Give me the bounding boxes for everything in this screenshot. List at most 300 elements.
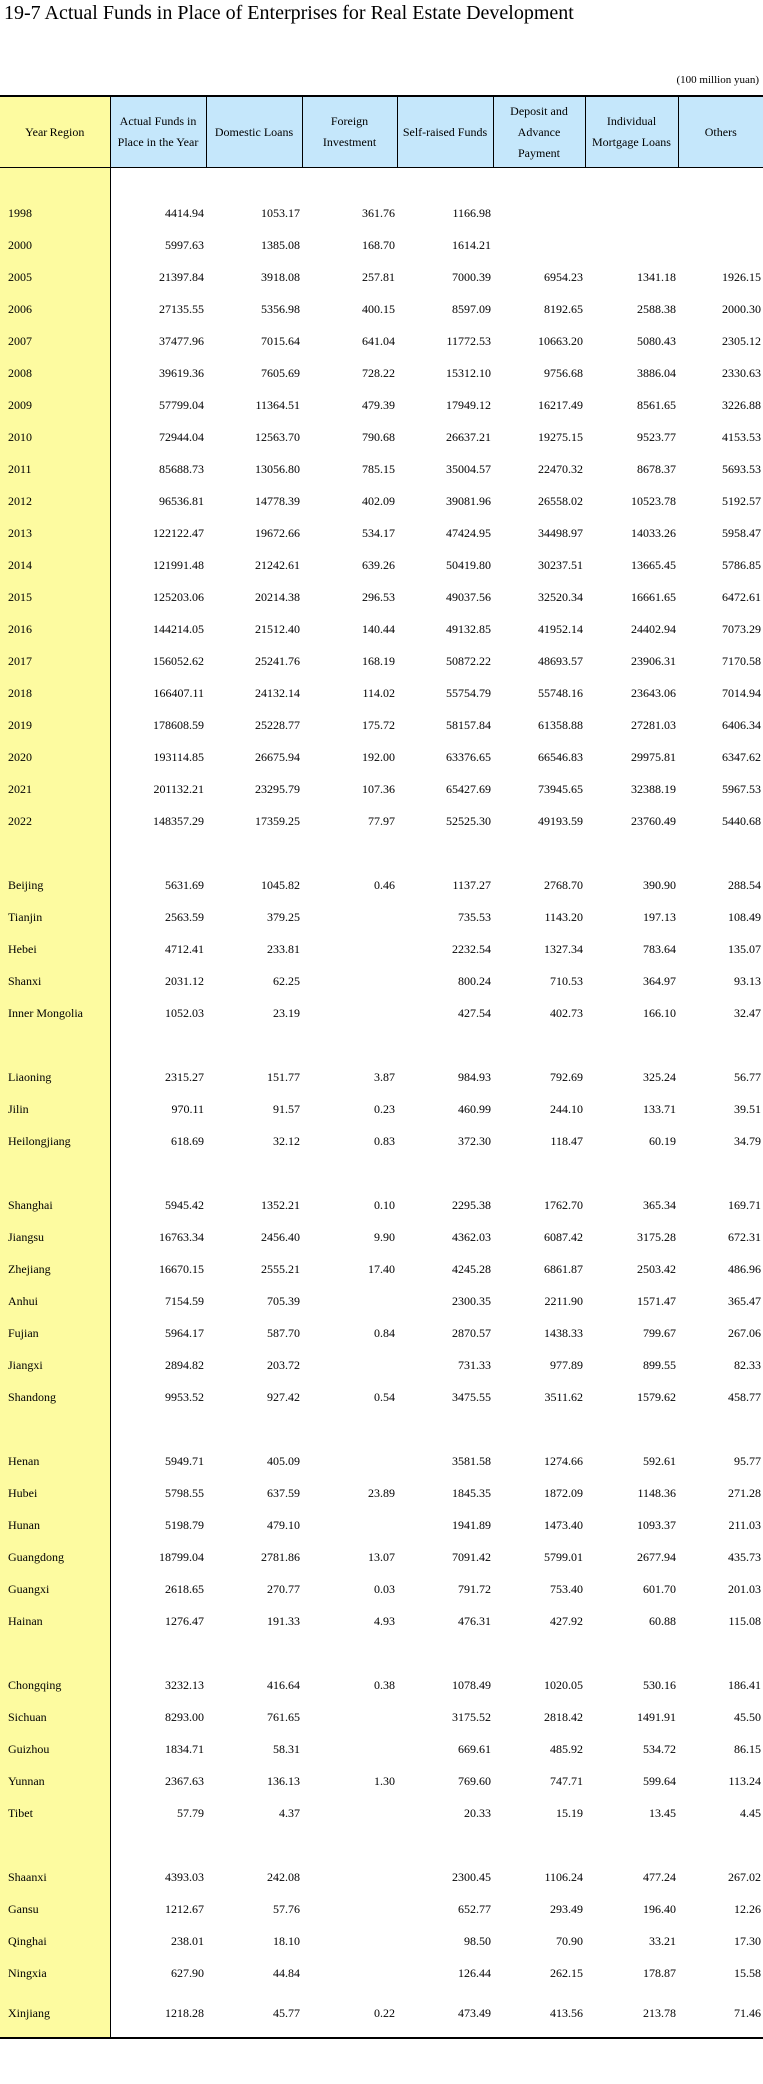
cell-mortgage-loans: 23760.49: [631, 813, 676, 828]
cell-row-label: 2011: [0, 453, 110, 485]
cell-row-label: 2016: [0, 613, 110, 645]
cell-others: 186.41: [728, 1677, 761, 1692]
cell-self-raised-funds: 47424.95: [446, 525, 491, 540]
cell-self-raised-funds: 372.30: [458, 1133, 491, 1148]
table-row: [0, 1957, 763, 1989]
cell-row-label: Anhui: [0, 1285, 110, 1317]
spacer-cell: [110, 1829, 206, 1861]
cell-foreign-investment: 641.04: [362, 333, 395, 348]
cell-self-raised-funds: 39081.96: [446, 493, 491, 508]
group-spacer: [0, 1157, 763, 1189]
cell-actual-funds: 238.01: [171, 1933, 204, 1948]
cell-self-raised-funds: 50872.22: [446, 653, 491, 668]
cell-deposit-advance: [493, 197, 585, 229]
cell-actual-funds: 1834.71: [165, 1741, 204, 1756]
cell-self-raised-funds: 55754.79: [446, 685, 491, 700]
group-spacer: [0, 1829, 763, 1861]
table-row: [0, 677, 763, 709]
cell-mortgage-loans: 477.24: [643, 1869, 676, 1884]
cell-foreign-investment: [302, 901, 397, 933]
cell-others: [678, 229, 763, 261]
cell-others: 108.49: [728, 909, 761, 924]
cell-self-raised-funds: 2300.45: [452, 1869, 491, 1884]
cell-domestic-loans: 25241.76: [255, 653, 300, 668]
cell-deposit-advance: 6087.42: [544, 1229, 583, 1244]
cell-mortgage-loans: 1341.18: [637, 269, 676, 284]
table-row: [0, 325, 763, 357]
spacer-cell: [110, 837, 206, 869]
cell-deposit-advance: 1438.33: [544, 1325, 583, 1340]
cell-mortgage-loans: 534.72: [643, 1741, 676, 1756]
spacer-cell: [302, 168, 397, 198]
cell-others: 5786.85: [722, 557, 761, 572]
cell-row-label: Shandong: [0, 1381, 110, 1413]
cell-self-raised-funds: 98.50: [464, 1933, 491, 1948]
table-row: [0, 517, 763, 549]
cell-actual-funds: 201132.21: [153, 781, 204, 796]
cell-actual-funds: 5945.42: [165, 1197, 204, 1212]
spacer-cell: [678, 1029, 763, 1061]
cell-self-raised-funds: 1614.21: [452, 237, 491, 252]
cell-others: [678, 197, 763, 229]
cell-foreign-investment: [302, 1925, 397, 1957]
cell-domestic-loans: 26675.94: [255, 749, 300, 764]
table-row: [0, 869, 763, 901]
cell-domestic-loans: 44.84: [273, 1965, 300, 1980]
cell-self-raised-funds: 2232.54: [452, 941, 491, 956]
spacer-cell: [206, 1829, 302, 1861]
cell-foreign-investment: 168.19: [362, 653, 395, 668]
cell-row-label: Shanxi: [0, 965, 110, 997]
group-spacer: [0, 1029, 763, 1061]
cell-others: 95.77: [734, 1453, 761, 1468]
cell-actual-funds: 16763.34: [159, 1229, 204, 1244]
spacer-cell: [493, 1829, 585, 1861]
table-row: [0, 581, 763, 613]
cell-others: 56.77: [734, 1069, 761, 1084]
cell-mortgage-loans: 899.55: [643, 1357, 676, 1372]
spacer-cell: [0, 1157, 110, 1189]
cell-actual-funds: 121991.48: [153, 557, 204, 572]
spacer-cell: [0, 1829, 110, 1861]
cell-foreign-investment: 77.97: [368, 813, 395, 828]
spacer-cell: [493, 1413, 585, 1445]
cell-foreign-investment: 639.26: [362, 557, 395, 572]
cell-row-label: Ningxia: [0, 1957, 110, 1989]
cell-self-raised-funds: 3581.58: [452, 1453, 491, 1468]
spacer-cell: [302, 1029, 397, 1061]
cell-foreign-investment: 0.22: [302, 1989, 397, 2038]
table-row: [0, 229, 763, 261]
cell-others: 288.54: [728, 877, 761, 892]
cell-self-raised-funds: 652.77: [458, 1901, 491, 1916]
cell-deposit-advance: 26558.02: [538, 493, 583, 508]
cell-mortgage-loans: 3175.28: [637, 1229, 676, 1244]
cell-row-label: Tibet: [0, 1797, 110, 1829]
cell-others: 5192.57: [722, 493, 761, 508]
cell-mortgage-loans: 196.40: [643, 1901, 676, 1916]
cell-deposit-advance: 118.47: [550, 1133, 583, 1148]
cell-domestic-loans: 58.31: [273, 1741, 300, 1756]
cell-domestic-loans: 761.65: [267, 1709, 300, 1724]
cell-self-raised-funds: 3175.52: [452, 1709, 491, 1724]
cell-others: 34.79: [734, 1133, 761, 1148]
cell-foreign-investment: [302, 965, 397, 997]
cell-domestic-loans: 705.39: [267, 1293, 300, 1308]
cell-deposit-advance: 30237.51: [538, 557, 583, 572]
cell-mortgage-loans: 325.24: [643, 1069, 676, 1084]
table-row: [0, 773, 763, 805]
cell-self-raised-funds: 2870.57: [452, 1325, 491, 1340]
cell-others: 2305.12: [722, 333, 761, 348]
cell-domestic-loans: 3918.08: [261, 269, 300, 284]
spacer-cell: [678, 1413, 763, 1445]
spacer-cell: [110, 1637, 206, 1669]
spacer-cell: [585, 1029, 678, 1061]
cell-self-raised-funds: 1941.89: [452, 1517, 491, 1532]
cell-domestic-loans: 233.81: [267, 941, 300, 956]
cell-domestic-loans: 57.76: [273, 1901, 300, 1916]
cell-mortgage-loans: 364.97: [643, 973, 676, 988]
cell-domestic-loans: 191.33: [267, 1613, 300, 1628]
cell-domestic-loans: 1045.82: [261, 877, 300, 892]
cell-domestic-loans: 24132.14: [255, 685, 300, 700]
cell-deposit-advance: 2768.70: [544, 877, 583, 892]
cell-domestic-loans: 1385.08: [261, 237, 300, 252]
cell-mortgage-loans: 60.19: [649, 1133, 676, 1148]
cell-row-label: 2007: [0, 325, 110, 357]
cell-row-label: Shanghai: [0, 1189, 110, 1221]
cell-foreign-investment: 0.84: [374, 1325, 395, 1340]
cell-actual-funds: 5964.17: [165, 1325, 204, 1340]
cell-deposit-advance: 1106.24: [544, 1869, 583, 1884]
cell-self-raised-funds: 35004.57: [446, 461, 491, 476]
cell-row-label: Hebei: [0, 933, 110, 965]
cell-self-raised-funds: 476.31: [458, 1613, 491, 1628]
spacer-cell: [678, 168, 763, 198]
cell-deposit-advance: 19275.15: [538, 429, 583, 444]
cell-foreign-investment: 534.17: [362, 525, 395, 540]
cell-actual-funds: 148357.29: [153, 813, 204, 828]
cell-row-label: 2015: [0, 581, 110, 613]
table-row: [0, 1221, 763, 1253]
cell-others: 6406.34: [722, 717, 761, 732]
cell-domestic-loans: 13056.80: [255, 461, 300, 476]
cell-row-label: Inner Mongolia: [0, 997, 110, 1029]
cell-deposit-advance: 9756.68: [544, 365, 583, 380]
cell-self-raised-funds: 735.53: [458, 909, 491, 924]
cell-deposit-advance: 2818.42: [544, 1709, 583, 1724]
cell-foreign-investment: 192.00: [362, 749, 395, 764]
spacer-cell: [0, 1637, 110, 1669]
cell-self-raised-funds: 427.54: [458, 1005, 491, 1020]
cell-deposit-advance: 48693.57: [538, 653, 583, 668]
cell-mortgage-loans: 23906.31: [631, 653, 676, 668]
cell-row-label: 2005: [0, 261, 110, 293]
cell-actual-funds: 5949.71: [165, 1453, 204, 1468]
cell-others: 39.51: [734, 1101, 761, 1116]
cell-deposit-advance: 402.73: [550, 1005, 583, 1020]
cell-actual-funds: 5997.63: [165, 237, 204, 252]
cell-actual-funds: 57.79: [177, 1805, 204, 1820]
cell-row-label: Shaanxi: [0, 1861, 110, 1893]
table-row: [0, 1861, 763, 1893]
cell-row-label: 2012: [0, 485, 110, 517]
cell-self-raised-funds: 126.44: [458, 1965, 491, 1980]
cell-others: 17.30: [734, 1933, 761, 1948]
spacer-cell: [302, 1637, 397, 1669]
cell-foreign-investment: [302, 997, 397, 1029]
cell-row-label: 2018: [0, 677, 110, 709]
cell-foreign-investment: 23.89: [368, 1485, 395, 1500]
cell-foreign-investment: 361.76: [362, 205, 395, 220]
cell-mortgage-loans: 592.61: [643, 1453, 676, 1468]
cell-mortgage-loans: 8561.65: [637, 397, 676, 412]
cell-mortgage-loans: 1093.37: [637, 1517, 676, 1532]
cell-actual-funds: 125203.06: [153, 589, 204, 604]
table-row: [0, 1477, 763, 1509]
cell-self-raised-funds: 52525.30: [446, 813, 491, 828]
cell-others: 672.31: [728, 1229, 761, 1244]
cell-domestic-loans: 21512.40: [255, 621, 300, 636]
cell-self-raised-funds: 15312.10: [446, 365, 491, 380]
cell-domestic-loans: 2555.21: [261, 1261, 300, 1276]
cell-foreign-investment: 400.15: [362, 301, 395, 316]
cell-foreign-investment: 140.44: [362, 621, 395, 636]
funds-table: [0, 95, 763, 2039]
table-row: [0, 1381, 763, 1413]
cell-others: 2330.63: [722, 365, 761, 380]
cell-others: 267.02: [728, 1869, 761, 1884]
cell-domestic-loans: 379.25: [267, 909, 300, 924]
cell-deposit-advance: 34498.97: [538, 525, 583, 540]
cell-foreign-investment: 17.40: [368, 1261, 395, 1276]
cell-actual-funds: 18799.04: [159, 1549, 204, 1564]
cell-actual-funds: 178608.59: [153, 717, 204, 732]
cell-deposit-advance: 5799.01: [544, 1549, 583, 1564]
cell-foreign-investment: [302, 1285, 397, 1317]
cell-actual-funds: 122122.47: [153, 525, 204, 540]
cell-actual-funds: 1212.67: [165, 1901, 204, 1916]
cell-foreign-investment: 0.03: [374, 1581, 395, 1596]
cell-self-raised-funds: 984.93: [458, 1069, 491, 1084]
cell-row-label: Liaoning: [0, 1061, 110, 1093]
cell-deposit-advance: 792.69: [550, 1069, 583, 1084]
cell-actual-funds: 9953.52: [165, 1389, 204, 1404]
cell-actual-funds: 3232.13: [165, 1677, 204, 1692]
cell-foreign-investment: 296.53: [362, 589, 395, 604]
cell-mortgage-loans: 530.16: [643, 1677, 676, 1692]
cell-mortgage-loans: 13.45: [649, 1805, 676, 1820]
spacer-cell: [206, 1413, 302, 1445]
cell-domestic-loans: 2781.86: [261, 1549, 300, 1564]
cell-foreign-investment: [302, 1861, 397, 1893]
cell-foreign-investment: 0.10: [374, 1197, 395, 1212]
cell-domestic-loans: 587.70: [267, 1325, 300, 1340]
cell-actual-funds: 5798.55: [165, 1485, 204, 1500]
spacer-cell: [302, 1829, 397, 1861]
cell-foreign-investment: [302, 1349, 397, 1381]
cell-self-raised-funds: 8597.09: [452, 301, 491, 316]
cell-domestic-loans: 23.19: [273, 1005, 300, 1020]
cell-self-raised-funds: 4245.28: [452, 1261, 491, 1276]
table-row: [0, 1093, 763, 1125]
cell-deposit-advance: 6861.87: [544, 1261, 583, 1276]
cell-mortgage-loans: 9523.77: [637, 429, 676, 444]
cell-others: 5967.53: [722, 781, 761, 796]
cell-mortgage-loans: 599.64: [643, 1773, 676, 1788]
spacer-cell: [206, 168, 302, 198]
cell-foreign-investment: [302, 1701, 397, 1733]
cell-mortgage-loans: 390.90: [643, 877, 676, 892]
cell-mortgage-loans: [585, 229, 678, 261]
cell-mortgage-loans: 2677.94: [637, 1549, 676, 1564]
cell-others: 6347.62: [722, 749, 761, 764]
cell-foreign-investment: 13.07: [368, 1549, 395, 1564]
header-others: Others: [678, 96, 763, 168]
cell-domestic-loans: 136.13: [267, 1773, 300, 1788]
cell-mortgage-loans: [585, 197, 678, 229]
cell-domestic-loans: 4.37: [279, 1805, 300, 1820]
spacer-cell: [493, 168, 585, 198]
spacer-cell: [206, 1637, 302, 1669]
table-row: [0, 1893, 763, 1925]
cell-deposit-advance: 244.10: [550, 1101, 583, 1116]
cell-mortgage-loans: 1571.47: [637, 1293, 676, 1308]
cell-deposit-advance: 485.92: [550, 1741, 583, 1756]
cell-self-raised-funds: 49037.56: [446, 589, 491, 604]
spacer-cell: [0, 1029, 110, 1061]
cell-self-raised-funds: 63376.65: [446, 749, 491, 764]
spacer-cell: [585, 1413, 678, 1445]
spacer-cell: [585, 1637, 678, 1669]
cell-foreign-investment: 3.87: [374, 1069, 395, 1084]
cell-deposit-advance: 1872.09: [544, 1485, 583, 1500]
cell-deposit-advance: 2211.90: [544, 1293, 583, 1308]
cell-others: 135.07: [728, 941, 761, 956]
cell-actual-funds: 1052.03: [165, 1005, 204, 1020]
cell-foreign-investment: 728.22: [362, 365, 395, 380]
cell-actual-funds: 8293.00: [165, 1709, 204, 1724]
cell-deposit-advance: 32520.34: [538, 589, 583, 604]
unit-label: (100 million yuan): [676, 74, 759, 86]
cell-others: 82.33: [734, 1357, 761, 1372]
spacer-cell: [302, 837, 397, 869]
cell-foreign-investment: 114.02: [362, 685, 395, 700]
cell-actual-funds: 970.11: [171, 1101, 204, 1116]
cell-foreign-investment: [302, 1957, 397, 1989]
cell-actual-funds: 5198.79: [165, 1517, 204, 1532]
cell-mortgage-loans: 29975.81: [631, 749, 676, 764]
cell-actual-funds: 1218.28: [110, 1989, 206, 2038]
cell-domestic-loans: 151.77: [267, 1069, 300, 1084]
cell-row-label: Henan: [0, 1445, 110, 1477]
cell-foreign-investment: [302, 1733, 397, 1765]
spacer-cell: [110, 1029, 206, 1061]
table-row: [0, 997, 763, 1029]
cell-others: 486.96: [728, 1261, 761, 1276]
cell-others: 45.50: [734, 1709, 761, 1724]
cell-deposit-advance: 15.19: [556, 1805, 583, 1820]
table-row: [0, 901, 763, 933]
spacer-cell: [585, 168, 678, 198]
cell-others: 435.73: [728, 1549, 761, 1564]
cell-row-label: 2017: [0, 645, 110, 677]
cell-deposit-advance: 16217.49: [538, 397, 583, 412]
cell-foreign-investment: [302, 933, 397, 965]
cell-others: 267.06: [728, 1325, 761, 1340]
cell-mortgage-loans: 365.34: [643, 1197, 676, 1212]
cell-self-raised-funds: 1078.49: [452, 1677, 491, 1692]
cell-actual-funds: 5631.69: [165, 877, 204, 892]
cell-deposit-advance: 70.90: [556, 1933, 583, 1948]
header-domestic-loans: Domestic Loans: [206, 96, 302, 168]
cell-mortgage-loans: 5080.43: [637, 333, 676, 348]
cell-actual-funds: 27135.55: [159, 301, 204, 316]
cell-mortgage-loans: 601.70: [643, 1581, 676, 1596]
cell-row-label: Hubei: [0, 1477, 110, 1509]
table-row: [0, 645, 763, 677]
header-year-region: Year Region: [0, 96, 110, 168]
table-row: [0, 1125, 763, 1157]
spacer-cell: [206, 837, 302, 869]
cell-row-label: 2009: [0, 389, 110, 421]
cell-foreign-investment: 785.15: [362, 461, 395, 476]
cell-deposit-advance: 1327.34: [544, 941, 583, 956]
spacer-cell: [397, 1029, 493, 1061]
cell-mortgage-loans: 783.64: [643, 941, 676, 956]
table-row: [0, 805, 763, 837]
cell-foreign-investment: 4.93: [374, 1613, 395, 1628]
table-row: [0, 709, 763, 741]
cell-actual-funds: 4712.41: [165, 941, 204, 956]
cell-foreign-investment: 402.09: [362, 493, 395, 508]
cell-deposit-advance: 1274.66: [544, 1453, 583, 1468]
cell-row-label: 2020: [0, 741, 110, 773]
cell-row-label: 2021: [0, 773, 110, 805]
table-row: [0, 1669, 763, 1701]
cell-others: 32.47: [734, 1005, 761, 1020]
cell-mortgage-loans: 60.88: [649, 1613, 676, 1628]
cell-self-raised-funds: 1845.35: [452, 1485, 491, 1500]
spacer-cell: [397, 837, 493, 869]
cell-mortgage-loans: 3886.04: [637, 365, 676, 380]
cell-domestic-loans: 242.08: [267, 1869, 300, 1884]
cell-foreign-investment: 168.70: [362, 237, 395, 252]
cell-actual-funds: 57799.04: [159, 397, 204, 412]
table-row: [0, 1541, 763, 1573]
cell-others: 7170.58: [722, 653, 761, 668]
cell-others: 3226.88: [722, 397, 761, 412]
cell-actual-funds: 39619.36: [159, 365, 204, 380]
table-row: [0, 1285, 763, 1317]
cell-row-label: Hainan: [0, 1605, 110, 1637]
cell-domestic-loans: 17359.25: [255, 813, 300, 828]
table-row: [0, 1573, 763, 1605]
cell-deposit-advance: 10663.20: [538, 333, 583, 348]
cell-domestic-loans: 14778.39: [255, 493, 300, 508]
cell-domestic-loans: 12563.70: [255, 429, 300, 444]
cell-others: 271.28: [728, 1485, 761, 1500]
cell-actual-funds: 2894.82: [165, 1357, 204, 1372]
cell-self-raised-funds: 7000.39: [452, 269, 491, 284]
cell-row-label: Jiangxi: [0, 1349, 110, 1381]
cell-row-label: Hunan: [0, 1509, 110, 1541]
cell-others: 5440.68: [722, 813, 761, 828]
cell-deposit-advance: 753.40: [550, 1581, 583, 1596]
cell-self-raised-funds: 11772.53: [446, 333, 491, 348]
cell-mortgage-loans: 133.71: [643, 1101, 676, 1116]
